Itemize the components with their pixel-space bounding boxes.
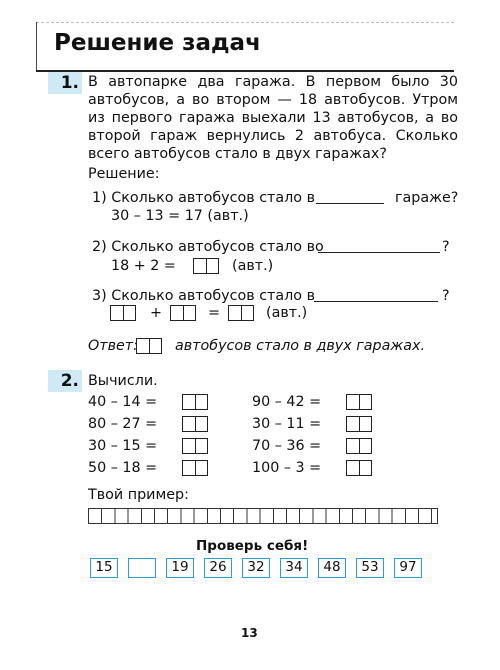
answer-cells[interactable] <box>182 394 208 410</box>
answer-cells[interactable] <box>182 416 208 432</box>
check-answer: 97 <box>394 558 422 578</box>
question-3-blank[interactable] <box>314 300 438 302</box>
check-answer: 19 <box>166 558 194 578</box>
check-answer: 26 <box>204 558 232 578</box>
plus-sign: + <box>150 305 162 321</box>
task-2-label: Вычисли. <box>88 373 158 389</box>
task-1-badge <box>48 72 82 94</box>
page-title: Решение задач <box>54 30 261 56</box>
answer-cells[interactable] <box>228 305 254 321</box>
calc-left-4: 50 – 18 = <box>88 460 158 476</box>
question-1-expression: 30 – 13 = 17 (авт.) <box>111 208 249 224</box>
check-answer: 48 <box>318 558 346 578</box>
question-1: 1) Сколько автобусов стало в <box>92 190 315 206</box>
check-title: Проверь себя! <box>196 538 309 554</box>
title-underline <box>36 70 454 72</box>
question-2-blank[interactable] <box>318 251 440 253</box>
calc-left-2: 80 – 27 = <box>88 416 158 432</box>
task-2-number: 2. <box>60 371 79 391</box>
solution-label: Решение: <box>88 166 160 182</box>
answer-label: Ответ: <box>88 338 138 354</box>
answer-text: автобусов стало в двух гаражах. <box>175 338 426 354</box>
question-2-tail: ? <box>442 239 450 255</box>
answer-cells[interactable] <box>346 460 372 476</box>
task-1-number: 1. <box>60 73 79 93</box>
task-1-text: В автопарке два гаража. В первом было 30 автобусов, а во втором — 18 автобусов. Утром из первого гаража выехали 13 автобусов, а во второй гараж вернулись 2 автобуса. Сколько всего автобусов стало в двух гаражах? <box>88 74 458 162</box>
title-top-dashed-line <box>36 22 454 23</box>
example-label: Твой пример: <box>88 487 189 503</box>
task-2-badge <box>48 370 82 392</box>
calc-left-1: 40 – 14 = <box>88 394 158 410</box>
calc-left-3: 30 – 15 = <box>88 438 158 454</box>
calc-right-2: 30 – 11 = <box>252 416 322 432</box>
answer-cells[interactable] <box>346 394 372 410</box>
question-2-expression: 18 + 2 = <box>111 258 176 274</box>
equals-sign: = <box>208 305 220 321</box>
page-number: 13 <box>241 626 258 640</box>
check-answer: 53 <box>356 558 384 578</box>
check-answer <box>128 558 156 578</box>
calc-right-1: 90 – 42 = <box>252 394 322 410</box>
answer-cells[interactable] <box>346 416 372 432</box>
calc-right-3: 70 – 36 = <box>252 438 322 454</box>
answer-cells[interactable] <box>346 438 372 454</box>
check-answer: 15 <box>90 558 118 578</box>
answer-cells[interactable] <box>182 460 208 476</box>
question-3-tail: ? <box>442 288 450 304</box>
check-answer: 34 <box>280 558 308 578</box>
question-2: 2) Сколько автобусов стало во <box>92 239 324 255</box>
title-frame-left <box>36 22 47 72</box>
question-3: 3) Сколько автобусов стало в <box>92 288 315 304</box>
check-answer: 32 <box>242 558 270 578</box>
question-1-blank[interactable] <box>316 202 384 204</box>
question-2-unit: (авт.) <box>232 258 274 274</box>
answer-cells[interactable] <box>182 438 208 454</box>
example-cells-row[interactable] <box>88 508 438 524</box>
question-3-unit: (авт.) <box>266 305 308 321</box>
calc-right-4: 100 – 3 = <box>252 460 322 476</box>
answer-cells[interactable] <box>193 258 219 274</box>
answer-cells[interactable] <box>136 338 162 354</box>
question-1-tail: гараже? <box>395 190 459 206</box>
answer-cells[interactable] <box>110 305 136 321</box>
answer-cells[interactable] <box>170 305 196 321</box>
